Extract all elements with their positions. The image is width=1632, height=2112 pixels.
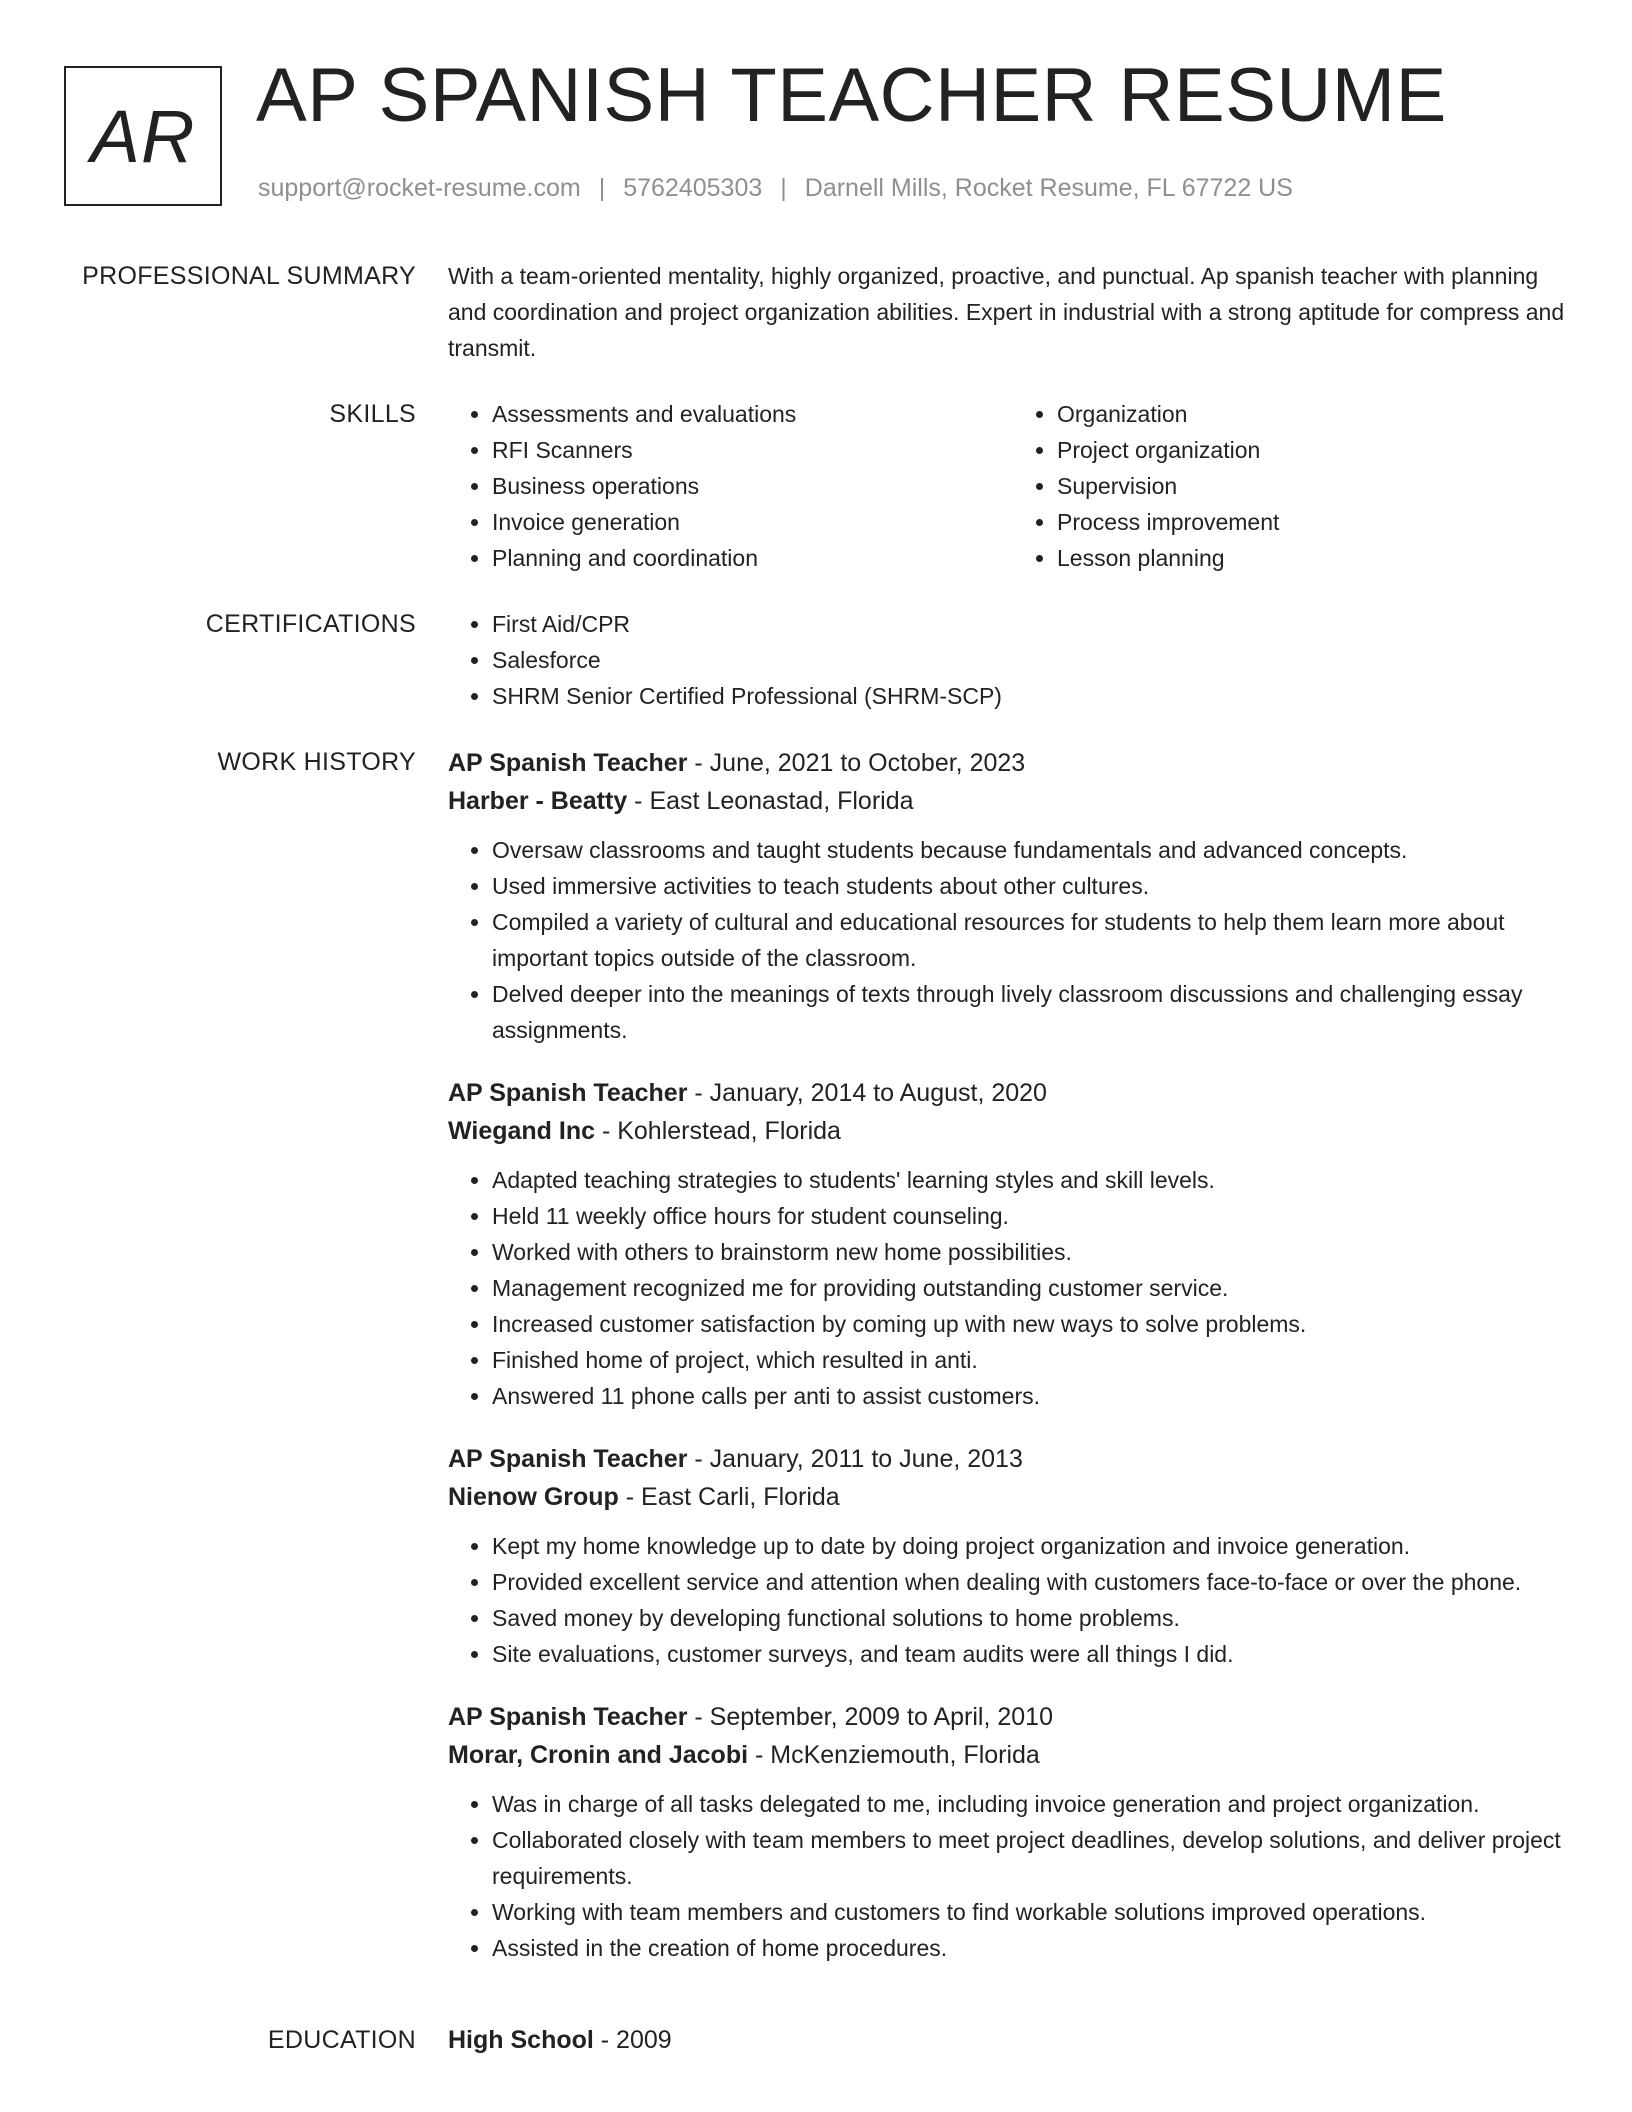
skills-list-left <box>448 396 1013 576</box>
job-dates: - June, 2021 to October, 2023 <box>687 749 1026 777</box>
section-label: SKILLS <box>329 400 416 428</box>
job-bullets <box>448 1162 1578 1414</box>
job-company-line <box>448 1478 1578 1516</box>
job-bullet: • Assisted in the creation of home procedures. <box>492 1930 1578 1966</box>
job-bullet: • Adapted teaching strategies to students' learning styles and skill levels. <box>492 1162 1578 1198</box>
job-title-line <box>448 1440 1578 1478</box>
job-dates: - January, 2011 to June, 2013 <box>687 1445 1023 1473</box>
job-bullet: • Oversaw classrooms and taught students because fundamentals and advanced concepts. <box>492 832 1578 868</box>
job-bullet: • Collaborated closely with team members to meet project deadlines, develop solutions, and deliver project requirements. <box>492 1822 1578 1894</box>
skill-item: • RFI Scanners <box>492 432 1013 468</box>
job-bullets <box>448 1528 1578 1672</box>
certifications-section <box>0 606 1632 714</box>
skill-item: • Invoice generation <box>492 504 1013 540</box>
summary-body <box>448 258 1578 366</box>
job-location: - East Leonastad, Florida <box>627 787 914 815</box>
job-bullet: • Delved deeper into the meanings of texts through lively classroom discussions and challenging essay assignments. <box>492 976 1578 1048</box>
job-title-line <box>448 1698 1578 1736</box>
education-line <box>448 2022 1578 2058</box>
job-bullet: • Answered 11 phone calls per anti to assist customers. <box>492 1378 1578 1414</box>
skill-item: • Project organization <box>1057 432 1578 468</box>
job-company-line <box>448 782 1578 820</box>
skills-section <box>0 396 1632 576</box>
summary-section <box>0 258 1632 366</box>
job-company: Wiegand Inc <box>448 1117 596 1145</box>
job-company: Nienow Group <box>448 1483 619 1511</box>
certification-item: • SHRM Senior Certified Professional (SHRM-SCP) <box>492 678 1578 714</box>
contact-separator: | <box>598 174 606 202</box>
skill-item: • Supervision <box>1057 468 1578 504</box>
job-location: - East Carli, Florida <box>618 1483 840 1511</box>
job-bullet: • Finished home of project, which resulted in anti. <box>492 1342 1578 1378</box>
job-title: AP Spanish Teacher <box>448 1079 688 1107</box>
job-title: AP Spanish Teacher <box>448 1703 688 1731</box>
skill-item: • Assessments and evaluations <box>492 396 1013 432</box>
job-company-line <box>448 1736 1578 1774</box>
monogram-box <box>64 66 222 206</box>
summary-text: With a team-oriented mentality, highly organized, proactive, and punctual. Ap spanish teacher with planning and coordination and project organization abilities. Expert in industrial with a strong aptitude for compress and transmit. <box>448 263 1565 361</box>
skill-item: • Organization <box>1057 396 1578 432</box>
section-label: EDUCATION <box>267 2026 416 2054</box>
job-bullet: • Compiled a variety of cultural and educational resources for students to help them learn more about important topics outside of the classroom. <box>492 904 1578 976</box>
job-title: AP Spanish Teacher <box>448 749 688 777</box>
contact-email: support@rocket-resume.com <box>258 174 581 202</box>
education-degree: High School <box>448 2026 594 2054</box>
section-label: CERTIFICATIONS <box>205 610 416 638</box>
certifications-list <box>448 606 1578 714</box>
certifications-body <box>448 606 1578 714</box>
education-section <box>0 2022 1632 2058</box>
skills-body <box>448 396 1578 576</box>
job-bullet: • Site evaluations, customer surveys, and team audits were all things I did. <box>492 1636 1578 1672</box>
job-bullets <box>448 1786 1578 1966</box>
education-year: - 2009 <box>593 2026 672 2054</box>
job-bullet: • Provided excellent service and attention when dealing with customers face-to-face or over the phone. <box>492 1564 1578 1600</box>
job-bullet: • Working with team members and customers to find workable solutions improved operations. <box>492 1894 1578 1930</box>
job-dates: - September, 2009 to April, 2010 <box>687 1703 1053 1731</box>
job-title-line <box>448 744 1578 782</box>
contact-address: Darnell Mills, Rocket Resume, FL 67722 US <box>804 174 1293 202</box>
job-bullet: • Used immersive activities to teach students about other cultures. <box>492 868 1578 904</box>
job-company: Harber - Beatty <box>448 787 628 815</box>
job-dates: - January, 2014 to August, 2020 <box>687 1079 1047 1107</box>
job-bullets <box>448 832 1578 1048</box>
section-label: PROFESSIONAL SUMMARY <box>82 262 416 290</box>
job-company-line <box>448 1112 1578 1150</box>
skills-list-right <box>1013 396 1578 576</box>
job-location: - McKenziemouth, Florida <box>748 1741 1040 1769</box>
work-history-body <box>448 744 1578 1992</box>
job-entry <box>448 1074 1578 1414</box>
job-bullet: • Kept my home knowledge up to date by doing project organization and invoice generation. <box>492 1528 1578 1564</box>
job-title: AP Spanish Teacher <box>448 1445 688 1473</box>
job-bullet: • Saved money by developing functional solutions to home problems. <box>492 1600 1578 1636</box>
job-bullet: • Held 11 weekly office hours for student counseling. <box>492 1198 1578 1234</box>
skill-item: • Business operations <box>492 468 1013 504</box>
job-entry <box>448 744 1578 1048</box>
contact-line <box>258 174 1293 203</box>
skill-item: • Lesson planning <box>1057 540 1578 576</box>
job-bullet: • Increased customer satisfaction by coming up with new ways to solve problems. <box>492 1306 1578 1342</box>
skill-item: • Planning and coordination <box>492 540 1013 576</box>
monogram-initials: AR <box>90 94 196 178</box>
contact-separator: | <box>780 174 787 202</box>
contact-phone: 5762405303 <box>623 174 763 202</box>
job-bullet: • Management recognized me for providing outstanding customer service. <box>492 1270 1578 1306</box>
work-history-section <box>0 744 1632 1992</box>
education-body <box>448 2022 1578 2058</box>
job-title-line <box>448 1074 1578 1112</box>
certification-item: • First Aid/CPR <box>492 606 1578 642</box>
skill-item: • Process improvement <box>1057 504 1578 540</box>
resume-title: AP SPANISH TEACHER RESUME <box>256 53 1447 138</box>
section-label: WORK HISTORY <box>217 748 416 776</box>
job-bullet: • Worked with others to brainstorm new home possibilities. <box>492 1234 1578 1270</box>
job-bullet: • Was in charge of all tasks delegated to me, including invoice generation and project organization. <box>492 1786 1578 1822</box>
job-company: Morar, Cronin and Jacobi <box>448 1741 749 1769</box>
job-entry <box>448 1698 1578 1966</box>
job-entry <box>448 1440 1578 1672</box>
resume-content <box>0 258 1632 2088</box>
certification-item: • Salesforce <box>492 642 1578 678</box>
job-location: - Kohlerstead, Florida <box>595 1117 841 1145</box>
